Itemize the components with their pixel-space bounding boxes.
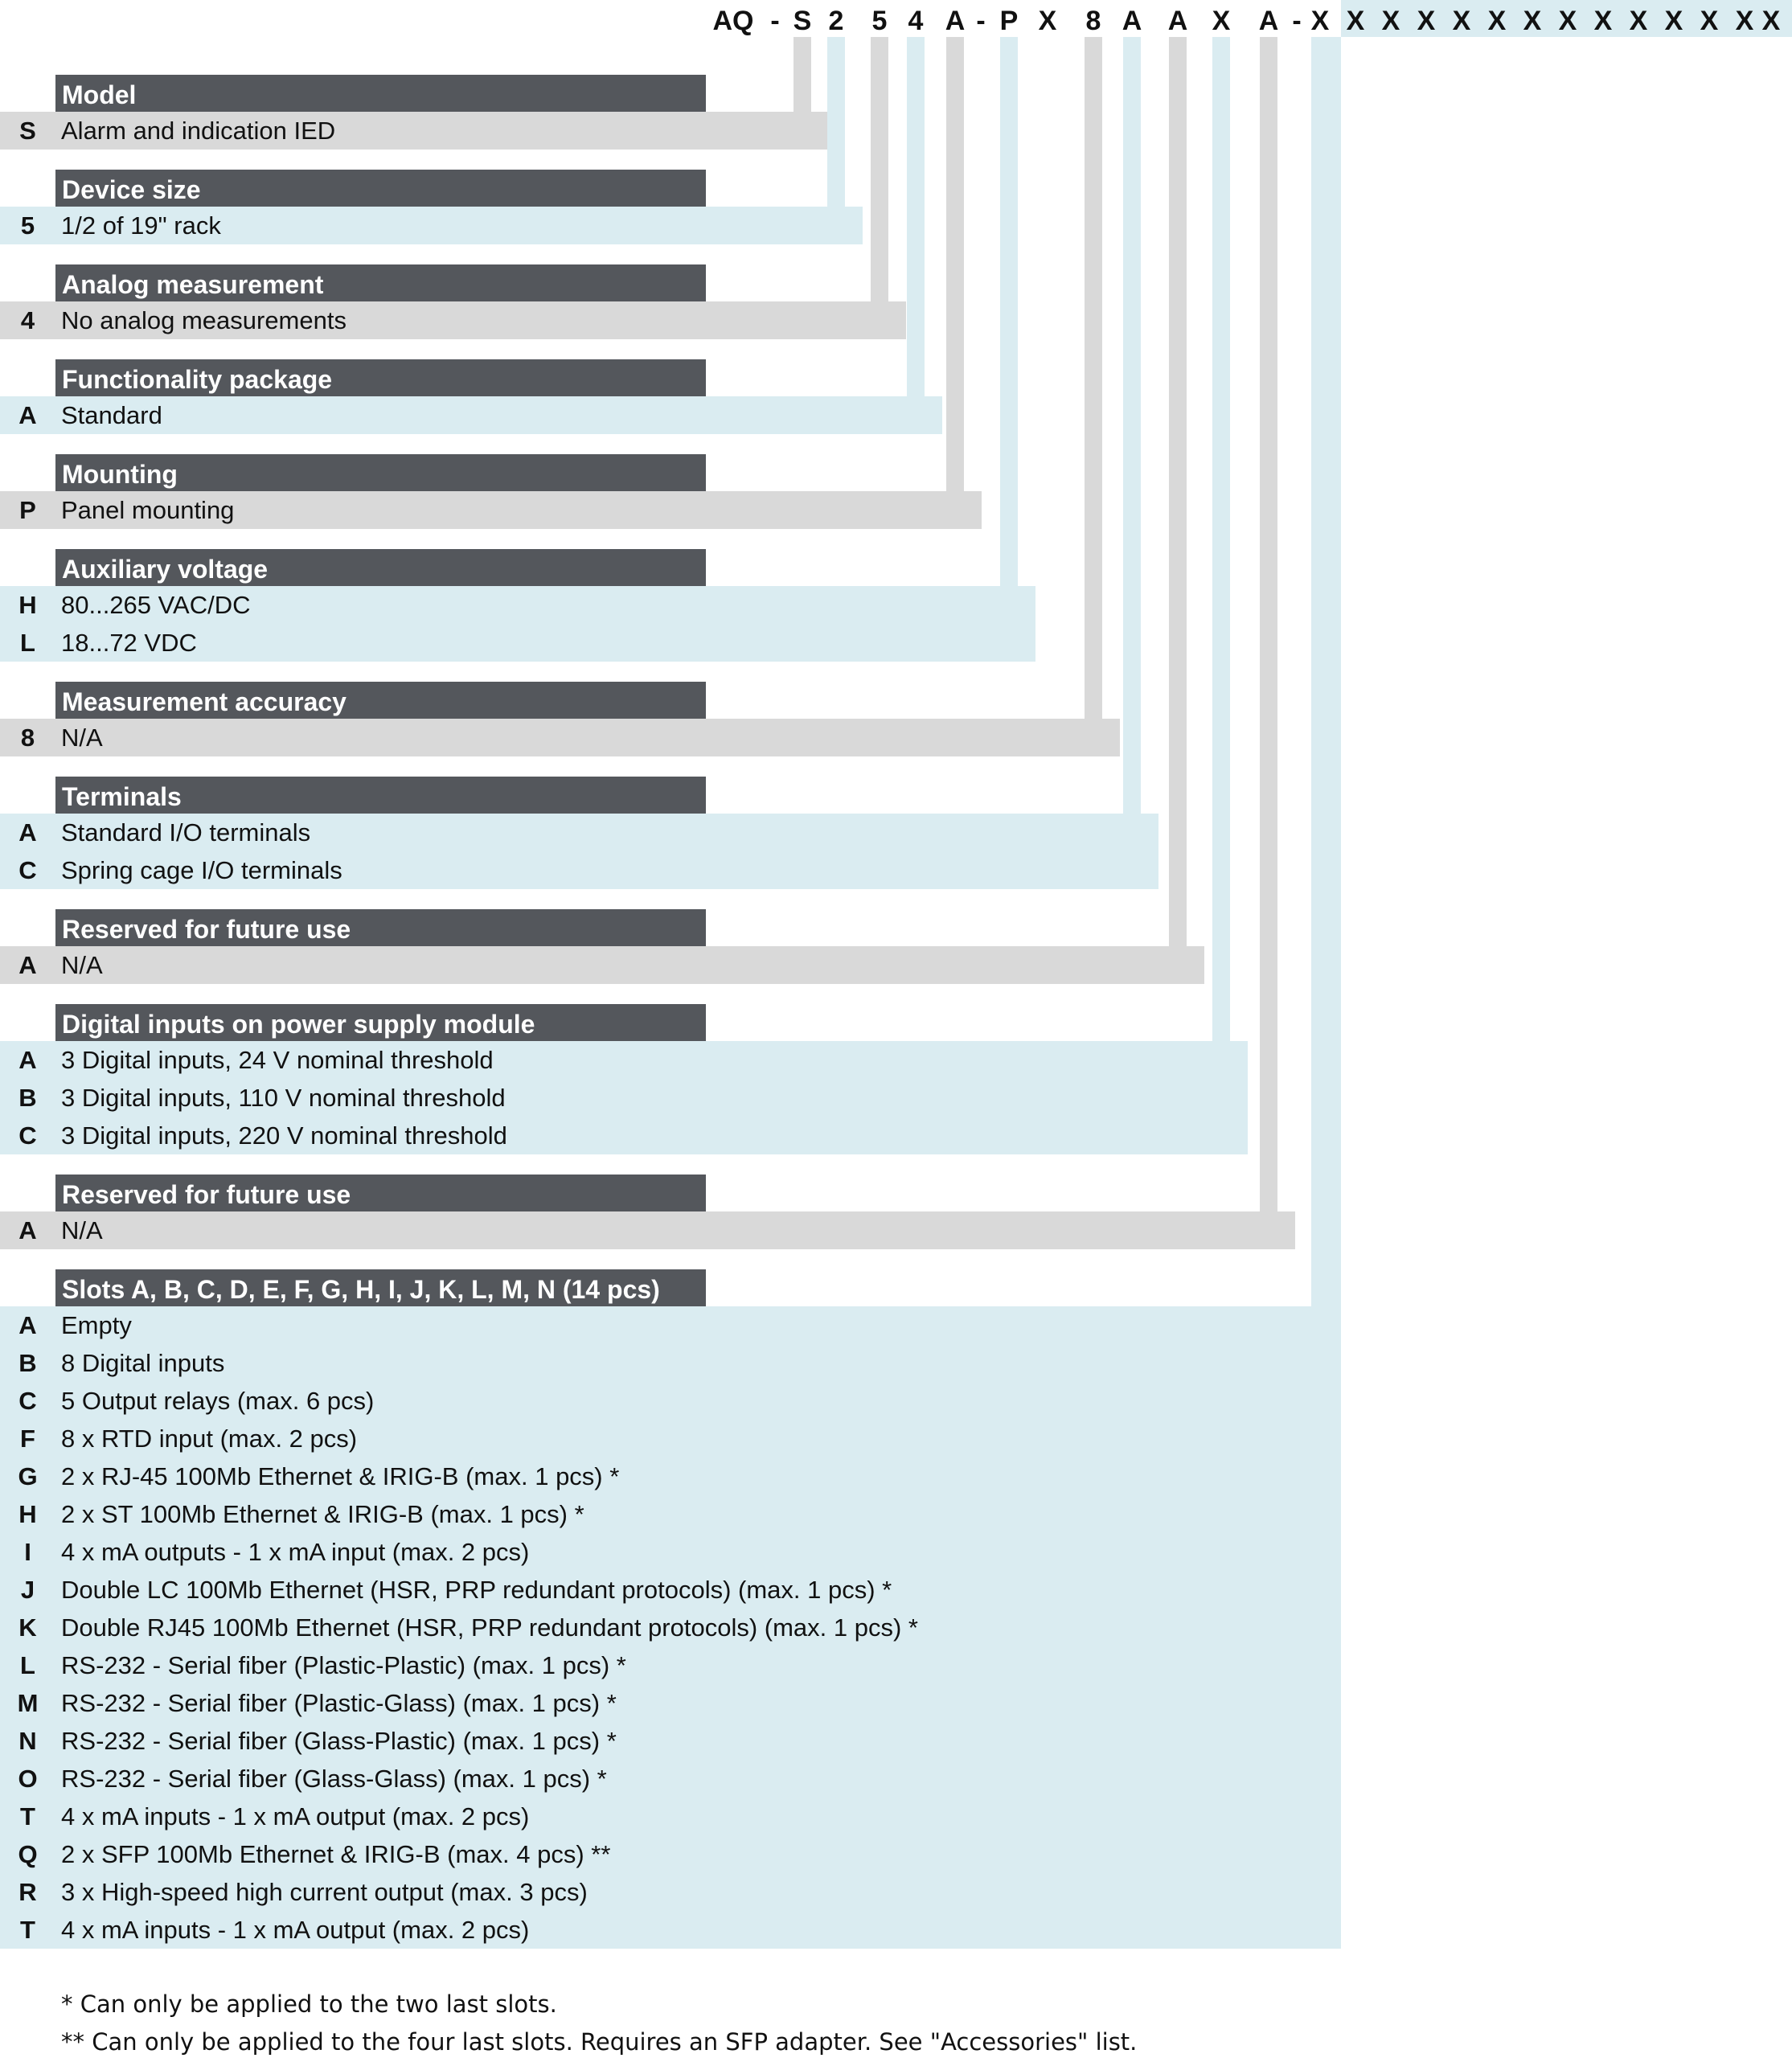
option-description: 4 x mA outputs - 1 x mA input (max. 2 pcs) <box>61 1538 530 1566</box>
option-description: RS-232 - Serial fiber (Plastic-Plastic) (max. 1 pcs) * <box>61 1651 626 1679</box>
option-description: Standard <box>61 401 162 429</box>
option-row <box>0 112 1447 150</box>
option-code: K <box>18 1613 37 1642</box>
option-row <box>0 1079 1447 1117</box>
option-description: 2 x ST 100Mb Ethernet & IRIG-B (max. 1 pcs) * <box>61 1500 584 1528</box>
order-code-char: X <box>1487 6 1507 36</box>
option-row <box>0 1911 1447 1949</box>
option-code: N <box>18 1727 37 1755</box>
option-row <box>0 1798 1447 1835</box>
order-code-char: A <box>1167 6 1188 36</box>
order-code-char: 4 <box>908 6 924 36</box>
option-row <box>0 624 1447 662</box>
option-row <box>0 719 1447 756</box>
section-header: Functionality package <box>55 359 706 396</box>
section-header: Terminals <box>55 777 706 814</box>
option-row <box>0 851 1447 889</box>
option-code: S <box>19 117 36 145</box>
option-row <box>0 1533 1447 1571</box>
option-description: Panel mounting <box>61 496 235 524</box>
option-code: 5 <box>20 211 35 240</box>
option-description: RS-232 - Serial fiber (Glass-Plastic) (max. 1 pcs) * <box>61 1727 617 1755</box>
option-row <box>0 1117 1447 1154</box>
option-description: 8 Digital inputs <box>61 1349 225 1377</box>
option-row <box>0 207 1447 244</box>
section-header: Analog measurement <box>55 264 706 301</box>
option-description: 1/2 of 19" rack <box>61 211 221 240</box>
option-row <box>0 1571 1447 1609</box>
option-code: C <box>18 1121 37 1150</box>
section-header: Measurement accuracy <box>55 682 706 719</box>
order-code-char: - <box>1292 6 1302 36</box>
option-description: 3 Digital inputs, 110 V nominal threshold <box>61 1084 506 1112</box>
option-code: 8 <box>20 724 35 752</box>
option-description: 3 Digital inputs, 220 V nominal threshold <box>61 1121 507 1150</box>
order-code-char: P <box>999 6 1019 36</box>
order-code-char: X <box>1523 6 1542 36</box>
option-code: T <box>20 1802 35 1830</box>
option-code: Q <box>18 1840 38 1868</box>
option-description: RS-232 - Serial fiber (Glass-Glass) (max. 1 pcs) * <box>61 1765 607 1793</box>
option-code: F <box>20 1425 35 1453</box>
option-code: T <box>20 1916 35 1944</box>
option-code: J <box>20 1576 35 1604</box>
option-code: B <box>18 1349 37 1377</box>
order-code-char: - <box>770 6 780 36</box>
option-row <box>0 1420 1447 1457</box>
option-row <box>0 1646 1447 1684</box>
order-code-char: 2 <box>828 6 844 36</box>
option-row <box>0 491 1447 529</box>
option-description: 2 x RJ-45 100Mb Ethernet & IRIG-B (max. 1 pcs) * <box>61 1462 620 1490</box>
order-code-char: X <box>1212 6 1231 36</box>
option-row <box>0 1495 1447 1533</box>
order-code-char: X <box>1664 6 1683 36</box>
section-header: Device size <box>55 170 706 207</box>
order-code-char: X <box>1310 6 1330 36</box>
section-header: Reserved for future use <box>55 1175 706 1211</box>
option-row <box>0 1722 1447 1760</box>
order-code-char: A <box>1258 6 1279 36</box>
option-code: G <box>18 1462 38 1490</box>
option-code: A <box>18 1046 37 1074</box>
connector-lane <box>871 37 888 339</box>
option-description: N/A <box>61 951 103 979</box>
section-header: Slots A, B, C, D, E, F, G, H, I, J, K, L, M, N (14 pcs) <box>55 1269 706 1306</box>
option-description: 80...265 VAC/DC <box>61 591 251 619</box>
option-code: A <box>18 401 37 429</box>
option-description: 2 x SFP 100Mb Ethernet & IRIG-B (max. 4 pcs) ** <box>61 1840 611 1868</box>
option-description: 5 Output relays (max. 6 pcs) <box>61 1387 375 1415</box>
connector-lane <box>946 37 964 529</box>
option-row <box>0 586 1447 624</box>
option-description: Alarm and indication IED <box>61 117 336 145</box>
option-code: O <box>18 1765 38 1793</box>
option-row <box>0 1684 1447 1722</box>
option-row <box>0 1344 1447 1382</box>
option-code: C <box>18 856 37 884</box>
option-code: H <box>18 591 37 619</box>
section-header: Model <box>55 75 706 112</box>
order-code-char: X <box>1346 6 1365 36</box>
option-row <box>0 946 1447 984</box>
option-row <box>0 396 1447 434</box>
order-code-char: S <box>793 6 812 36</box>
order-code-char: X <box>1558 6 1577 36</box>
option-description: Double RJ45 100Mb Ethernet (HSR, PRP redundant protocols) (max. 1 pcs) * <box>61 1613 918 1642</box>
option-row <box>0 1873 1447 1911</box>
option-description: 3 Digital inputs, 24 V nominal threshold <box>61 1046 494 1074</box>
order-code-char: 8 <box>1085 6 1101 36</box>
order-code-char: X <box>1700 6 1719 36</box>
option-description: No analog measurements <box>61 306 347 334</box>
option-description: N/A <box>61 1216 103 1244</box>
option-code: L <box>20 1651 35 1679</box>
option-code: A <box>18 1311 37 1339</box>
option-row <box>0 1609 1447 1646</box>
section-header: Mounting <box>55 454 706 491</box>
order-code-char: X <box>1593 6 1613 36</box>
order-code-char: 5 <box>871 6 888 36</box>
footnote: ** Can only be applied to the four last slots. Requires an SFP adapter. See "Accessories" list. <box>61 2028 1138 2056</box>
option-description: Spring cage I/O terminals <box>61 856 342 884</box>
option-description: Double LC 100Mb Ethernet (HSR, PRP redundant protocols) (max. 1 pcs) * <box>61 1576 892 1604</box>
option-code: B <box>18 1084 37 1112</box>
option-description: 3 x High-speed high current output (max. 3 pcs) <box>61 1878 588 1906</box>
option-description: Empty <box>61 1311 132 1339</box>
option-description: 18...72 VDC <box>61 629 197 657</box>
order-code-char: X <box>1381 6 1400 36</box>
option-row <box>0 1306 1447 1344</box>
option-row <box>0 1041 1447 1079</box>
option-row <box>0 1211 1447 1249</box>
section-header: Reserved for future use <box>55 909 706 946</box>
order-code-char: X <box>1735 6 1754 36</box>
connector-lane <box>1123 37 1141 889</box>
option-row <box>0 1457 1447 1495</box>
order-code-char: - <box>976 6 986 36</box>
option-row <box>0 1382 1447 1420</box>
option-description: 8 x RTD input (max. 2 pcs) <box>61 1425 358 1453</box>
option-description: Standard I/O terminals <box>61 818 311 847</box>
order-code-char: X <box>1417 6 1436 36</box>
option-description: N/A <box>61 724 103 752</box>
order-code-char: A <box>945 6 966 36</box>
order-code-char: X <box>1629 6 1648 36</box>
section-header: Digital inputs on power supply module <box>55 1004 706 1041</box>
option-row <box>0 301 1447 339</box>
order-code-char: X <box>1761 6 1781 36</box>
order-code-char: X <box>1452 6 1471 36</box>
order-code-char: A <box>1122 6 1142 36</box>
option-code: R <box>18 1878 37 1906</box>
option-code: P <box>19 496 36 524</box>
section-header: Auxiliary voltage <box>55 549 706 586</box>
option-code: 4 <box>20 306 35 334</box>
option-code: C <box>18 1387 37 1415</box>
option-code: L <box>20 629 35 657</box>
order-code-char: X <box>1038 6 1057 36</box>
footnote: * Can only be applied to the two last slots. <box>61 1990 557 2018</box>
option-code: A <box>18 951 37 979</box>
option-code: M <box>17 1689 39 1717</box>
option-code: A <box>18 1216 37 1244</box>
option-description: 4 x mA inputs - 1 x mA output (max. 2 pcs) <box>61 1802 530 1830</box>
option-code: I <box>24 1538 31 1566</box>
option-row <box>0 814 1447 851</box>
option-code: A <box>18 818 37 847</box>
option-row <box>0 1835 1447 1873</box>
order-code-char: AQ <box>712 6 754 36</box>
option-code: H <box>18 1500 37 1528</box>
option-description: 4 x mA inputs - 1 x mA output (max. 2 pcs) <box>61 1916 530 1944</box>
option-row <box>0 1760 1447 1798</box>
option-description: RS-232 - Serial fiber (Plastic-Glass) (max. 1 pcs) * <box>61 1689 617 1717</box>
